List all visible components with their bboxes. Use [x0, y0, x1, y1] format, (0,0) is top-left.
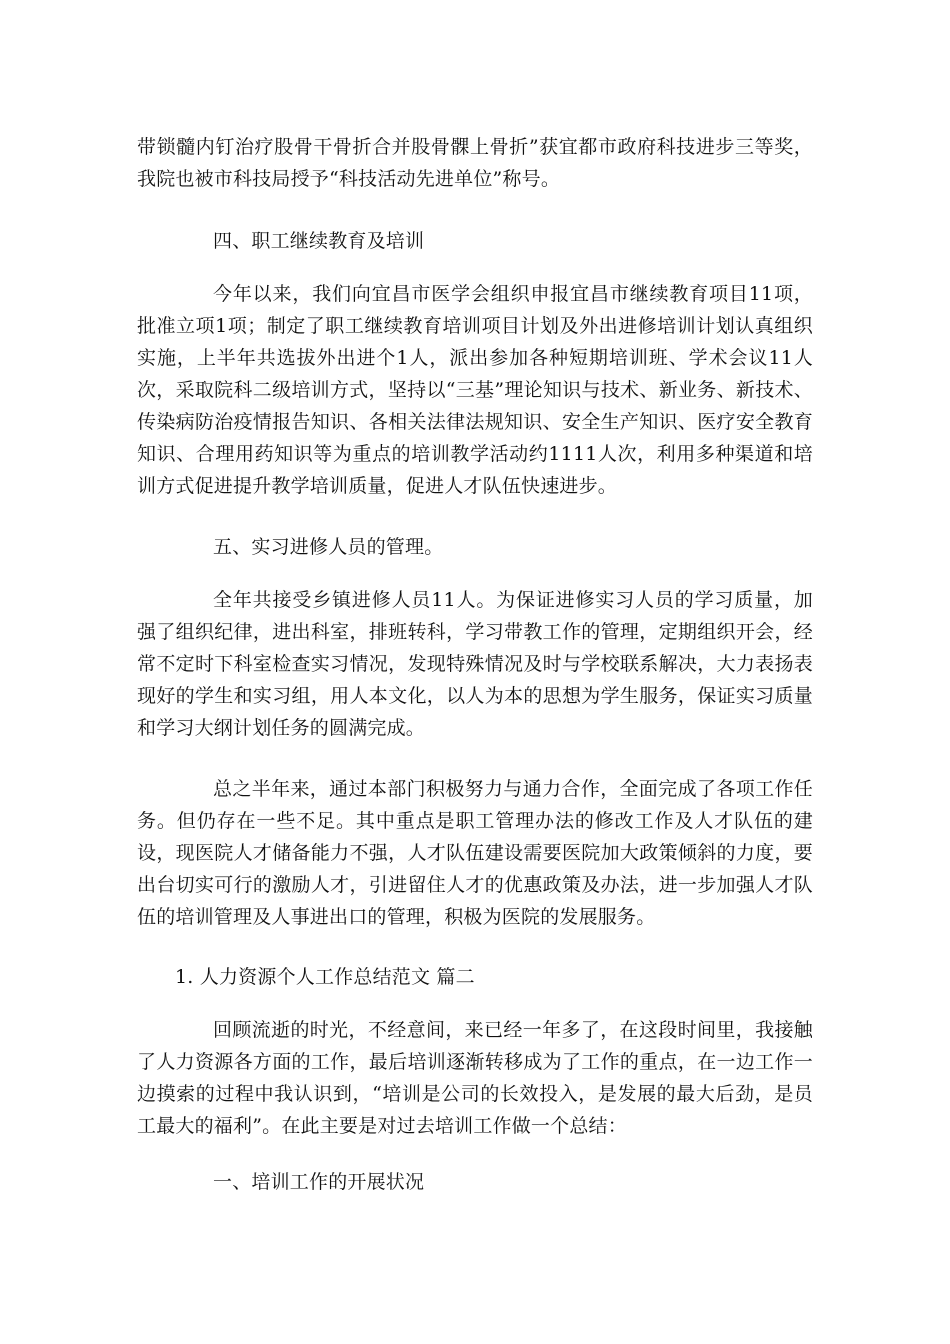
- section-five-heading: 五、实习进修人员的管理。: [213, 536, 444, 558]
- article-two-section-one-heading: 一、培训工作的开展状况: [213, 1171, 425, 1193]
- section-four-heading: 四、职工继续教育及培训: [213, 230, 425, 252]
- article-two-intro: 回顾流逝的时光，不经意间，来已经一年多了，在这段时间里，我接触了人力资源各方面的工作，最后培训逐渐转移成为了工作的重点，在一边工作一边摸索的过程中我认识到，“培训是公司的长效投入，是发展的最大后劲，是员工最大的福利”。在此主要是对过去培训工作做一个总结：: [137, 1019, 813, 1137]
- intro-paragraph: 带锁髓内钉治疗股骨干骨折合并股骨髁上骨折”获宜都市政府科技进步三等奖，我院也被市科技局授予“科技活动先进单位”称号。: [137, 136, 813, 190]
- section-five-body: 全年共接受乡镇进修人员11人。为保证进修实习人员的学习质量，加强了组织纪律，进出科室，排班转科，学习带教工作的管理，定期组织开会，经常不定时下科室检查实习情况，发现特殊情况及时与学校联系解决，大力表扬表现好的学生和实习组，用人本文化，以人为本的思想为学生服务，保证实习质量和学习大纲计划任务的圆满完成。: [137, 589, 813, 739]
- article-two-title: 1. 人力资源个人工作总结范文 篇二: [175, 966, 475, 988]
- summary-paragraph: 总之半年来，通过本部门积极努力与通力合作，全面完成了各项工作任务。但仍存在一些不足。其中重点是职工管理办法的修改工作及人才队伍的建设，现医院人才储备能力不强，人才队伍建设需要医院加大政策倾斜的力度，要出台切实可行的激励人才，引进留住人才的优惠政策及办法，进一步加强人才队伍的培训管理及人事进出口的管理，积极为医院的发展服务。: [137, 778, 813, 928]
- section-four-body: 今年以来，我们向宜昌市医学会组织申报宜昌市继续教育项目11项，批准立项1项；制定了职工继续教育培训项目计划及外出进修培训计划认真组织实施，上半年共选拔外出进个1人，派出参加各种短期培训班、学术会议11人次，采取院科二级培训方式，坚持以“三基”理论知识与技术、新业务、新技术、传染病防治疫情报告知识、各相关法律法规知识、安全生产知识、医疗安全教育知识、合理用药知识等为重点的培训教学活动约1111人次，利用多种渠道和培训方式促进提升教学培训质量，促进人才队伍快速进步。: [137, 283, 813, 497]
